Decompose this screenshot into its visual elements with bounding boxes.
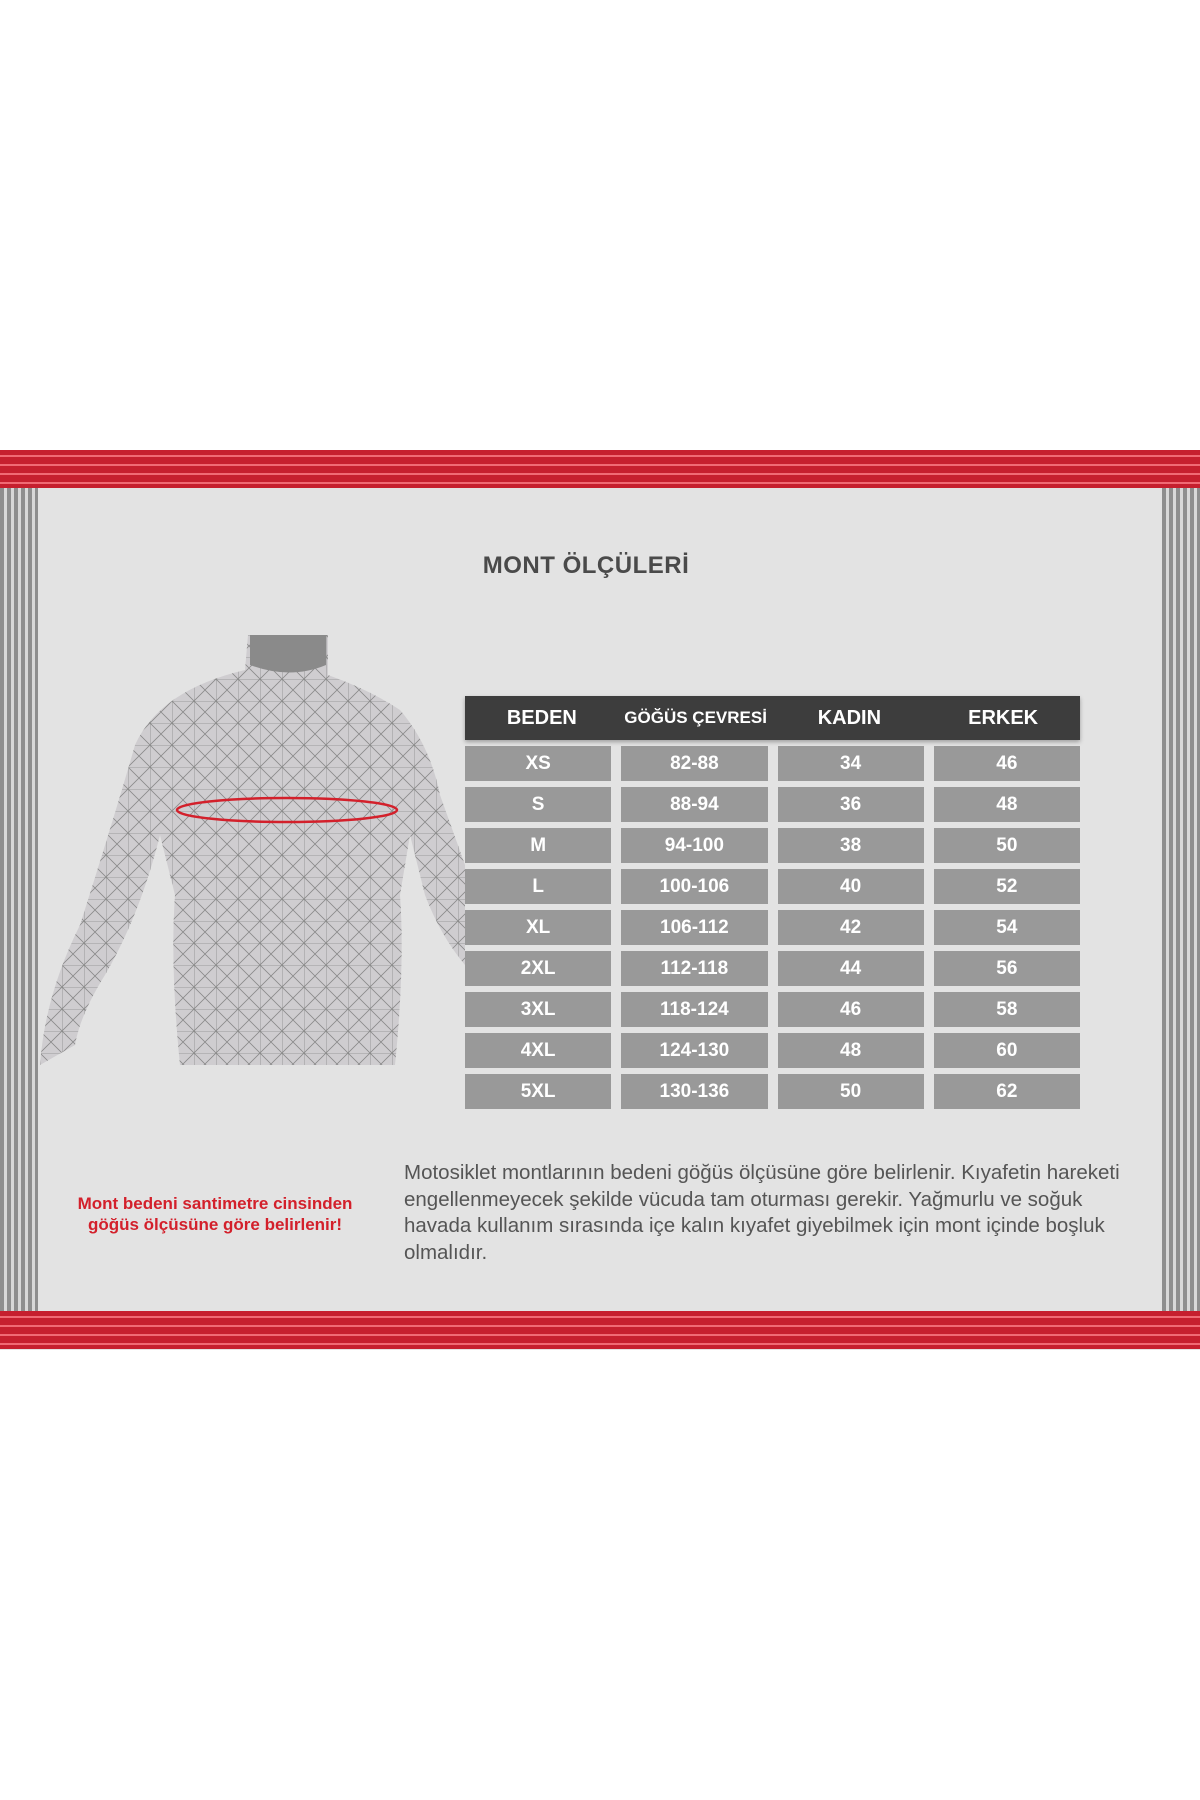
cell-women: 42 <box>778 910 924 945</box>
cell-women: 38 <box>778 828 924 863</box>
table-row <box>465 910 1080 945</box>
cell-size: S <box>465 787 611 822</box>
cell-chest: 124-130 <box>621 1033 767 1068</box>
cell-size: 5XL <box>465 1074 611 1109</box>
cell-chest: 82-88 <box>621 746 767 781</box>
cell-women: 46 <box>778 992 924 1027</box>
cell-size: L <box>465 869 611 904</box>
table-header <box>465 696 1080 740</box>
cell-men: 52 <box>934 869 1080 904</box>
cell-men: 58 <box>934 992 1080 1027</box>
table-row <box>465 1074 1080 1109</box>
table-row <box>465 1033 1080 1068</box>
cell-men: 62 <box>934 1074 1080 1109</box>
cell-size: M <box>465 828 611 863</box>
cell-women: 48 <box>778 1033 924 1068</box>
cell-chest: 118-124 <box>621 992 767 1027</box>
cell-men: 56 <box>934 951 1080 986</box>
cell-chest: 112-118 <box>621 951 767 986</box>
cell-chest: 106-112 <box>621 910 767 945</box>
header-erkek: ERKEK <box>968 707 1039 729</box>
cell-chest: 130-136 <box>621 1074 767 1109</box>
chart-title: MONT ÖLÇÜLERİ <box>482 552 690 579</box>
measurement-note: Mont bedeni santimetre cinsinden göğüs ölçüsüne göre belirlenir! <box>77 1194 353 1234</box>
cell-men: 50 <box>934 828 1080 863</box>
header-gogus-cevresi: GÖĞÜS ÇEVRESİ <box>624 708 767 727</box>
cell-size: 2XL <box>465 951 611 986</box>
cell-chest: 88-94 <box>621 787 767 822</box>
table-row <box>465 787 1080 822</box>
cell-size: XS <box>465 746 611 781</box>
header-beden: BEDEN <box>506 707 577 729</box>
table-row <box>465 828 1080 863</box>
cell-size: 3XL <box>465 992 611 1027</box>
cell-size: XL <box>465 910 611 945</box>
cell-chest: 100-106 <box>621 869 767 904</box>
description-text: Motosiklet montlarının bedeni göğüs ölçüsüne göre belirlenir. Kıyafetin hareketi engellenmeyecek şekilde vücuda tam oturması gerekir. Yağmurlu ve soğuk havada kullanım sırasında içe kalın kıyafet giyebilmek için mont içinde boşluk olmalıdır. <box>404 1161 1120 1264</box>
table-row <box>465 746 1080 781</box>
cell-women: 44 <box>778 951 924 986</box>
cell-size: 4XL <box>465 1033 611 1068</box>
cell-women: 50 <box>778 1074 924 1109</box>
table-row <box>465 951 1080 986</box>
header-kadin: KADIN <box>817 707 882 729</box>
right-gray-stripes <box>1162 488 1200 1311</box>
cell-men: 46 <box>934 746 1080 781</box>
table-row <box>465 869 1080 904</box>
top-red-stripes <box>0 450 1200 488</box>
table-row <box>465 992 1080 1027</box>
cell-women: 34 <box>778 746 924 781</box>
cell-men: 48 <box>934 787 1080 822</box>
cell-women: 40 <box>778 869 924 904</box>
cell-women: 36 <box>778 787 924 822</box>
torso-mesh-illustration <box>40 635 465 1065</box>
bottom-red-stripes <box>0 1311 1200 1349</box>
cell-men: 54 <box>934 910 1080 945</box>
left-gray-stripes <box>0 488 38 1311</box>
cell-men: 60 <box>934 1033 1080 1068</box>
cell-chest: 94-100 <box>621 828 767 863</box>
size-table <box>465 696 1080 1109</box>
